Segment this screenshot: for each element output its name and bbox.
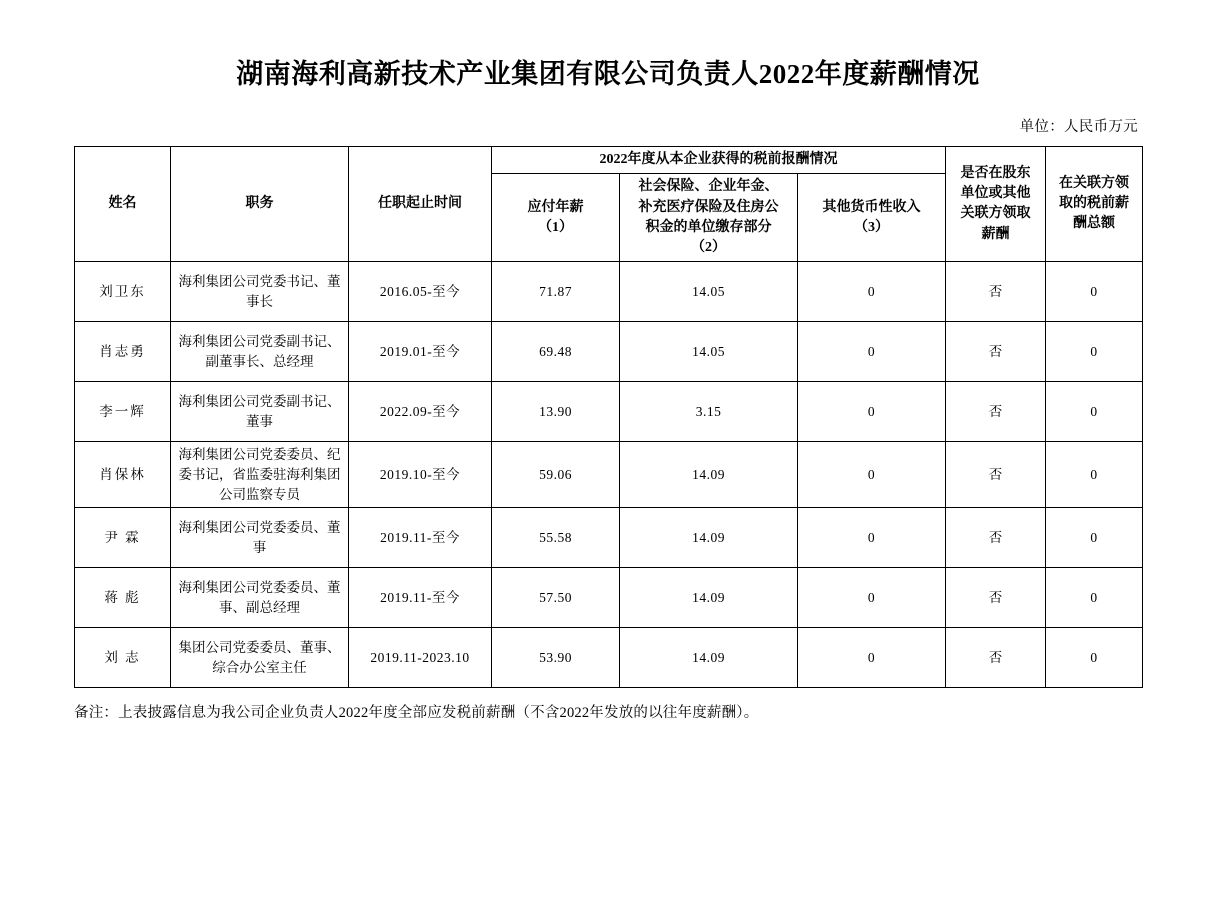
header-related-line-3: 酬总额	[1073, 216, 1116, 232]
cell-insurance: 14.09	[620, 628, 798, 688]
cell-post: 海利集团公司党委委员、董事、副总经理	[171, 568, 349, 628]
cell-related-total: 0	[1046, 322, 1143, 382]
unit-note: 单位：人民币万元	[1019, 119, 1138, 135]
cell-annual-salary: 55.58	[492, 508, 620, 568]
header-shareholder-line-2: 单位或其他	[960, 185, 1031, 201]
cell-name: 李一辉	[75, 382, 171, 442]
cell-term: 2019.01-至今	[349, 322, 492, 382]
header-insurance	[620, 174, 798, 262]
cell-related-total: 0	[1046, 568, 1143, 628]
header-other-income	[798, 174, 946, 262]
cell-related-total: 0	[1046, 382, 1143, 442]
cell-name: 肖保林	[75, 442, 171, 508]
cell-insurance: 14.09	[620, 508, 798, 568]
cell-shareholder-pay: 否	[946, 568, 1046, 628]
salary-table	[74, 146, 1143, 688]
header-related-line-1: 在关联方领	[1059, 175, 1130, 191]
salary-table-container	[74, 146, 1142, 688]
header-shareholder-line-4: 薪酬	[981, 226, 1010, 242]
cell-term: 2022.09-至今	[349, 382, 492, 442]
cell-name: 刘 志	[75, 628, 171, 688]
cell-shareholder-pay: 否	[946, 442, 1046, 508]
header-shareholder-line-3: 关联方领取	[960, 206, 1031, 222]
header-annual-salary	[492, 174, 620, 262]
cell-shareholder-pay: 否	[946, 628, 1046, 688]
cell-insurance: 14.09	[620, 568, 798, 628]
cell-other-income: 0	[798, 322, 946, 382]
cell-shareholder-pay: 否	[946, 508, 1046, 568]
cell-related-total: 0	[1046, 442, 1143, 508]
header-name: 姓名	[75, 147, 171, 262]
page-title: 湖南海利高新技术产业集团有限公司负责人2022年度薪酬情况	[236, 59, 980, 89]
header-group-pretax-pay: 2022年度从本企业获得的税前报酬情况	[492, 147, 946, 174]
cell-post: 海利集团公司党委委员、纪委书记，省监委驻海利集团公司监察专员	[171, 442, 349, 508]
cell-shareholder-pay: 否	[946, 262, 1046, 322]
table-header-row-1	[75, 147, 1143, 174]
cell-other-income: 0	[798, 628, 946, 688]
table-row	[75, 628, 1143, 688]
cell-other-income: 0	[798, 262, 946, 322]
header-annual-salary-line-2: （1）	[538, 219, 573, 235]
cell-name: 刘卫东	[75, 262, 171, 322]
cell-shareholder-pay: 否	[946, 382, 1046, 442]
document-page	[0, 52, 1216, 912]
cell-term: 2019.10-至今	[349, 442, 492, 508]
footer-note: 备注：上表披露信息为我公司企业负责人2022年度全部应发税前薪酬（不含2022年发放的以往年度薪酬）。	[74, 705, 759, 722]
cell-name: 肖志勇	[75, 322, 171, 382]
table-body	[75, 262, 1143, 688]
cell-annual-salary: 59.06	[492, 442, 620, 508]
table-row	[75, 262, 1143, 322]
table-row	[75, 508, 1143, 568]
header-insurance-line-4: （2）	[691, 240, 726, 256]
header-other-income-line-1: 其他货币性收入	[822, 199, 921, 215]
cell-other-income: 0	[798, 568, 946, 628]
cell-post: 集团公司党委委员、董事、综合办公室主任	[171, 628, 349, 688]
table-head	[75, 147, 1143, 262]
cell-other-income: 0	[798, 442, 946, 508]
header-other-income-line-2: （3）	[854, 219, 889, 235]
cell-insurance: 14.05	[620, 322, 798, 382]
cell-annual-salary: 69.48	[492, 322, 620, 382]
cell-post: 海利集团公司党委委员、董事	[171, 508, 349, 568]
header-shareholder-line-1: 是否在股东	[960, 165, 1031, 181]
cell-term: 2019.11-2023.10	[349, 628, 492, 688]
header-post: 职务	[171, 147, 349, 262]
header-shareholder-pay	[946, 147, 1046, 262]
header-term: 任职起止时间	[349, 147, 492, 262]
header-insurance-line-1: 社会保险、企业年金、	[638, 179, 779, 195]
cell-related-total: 0	[1046, 508, 1143, 568]
cell-annual-salary: 53.90	[492, 628, 620, 688]
header-related-total	[1046, 147, 1143, 262]
cell-insurance: 14.09	[620, 442, 798, 508]
cell-other-income: 0	[798, 382, 946, 442]
cell-shareholder-pay: 否	[946, 322, 1046, 382]
header-related-line-2: 取的税前薪	[1059, 196, 1130, 212]
cell-insurance: 14.05	[620, 262, 798, 322]
table-row	[75, 382, 1143, 442]
cell-name: 尹 霖	[75, 508, 171, 568]
cell-post: 海利集团公司党委副书记、董事	[171, 382, 349, 442]
cell-related-total: 0	[1046, 628, 1143, 688]
cell-post: 海利集团公司党委副书记、副董事长、总经理	[171, 322, 349, 382]
cell-term: 2016.05-至今	[349, 262, 492, 322]
cell-term: 2019.11-至今	[349, 568, 492, 628]
header-annual-salary-line-1: 应付年薪	[527, 199, 584, 215]
cell-post: 海利集团公司党委书记、董事长	[171, 262, 349, 322]
header-insurance-line-2: 补充医疗保险及住房公	[638, 199, 779, 215]
cell-term: 2019.11-至今	[349, 508, 492, 568]
table-row	[75, 442, 1143, 508]
cell-related-total: 0	[1046, 262, 1143, 322]
cell-other-income: 0	[798, 508, 946, 568]
cell-annual-salary: 71.87	[492, 262, 620, 322]
cell-annual-salary: 57.50	[492, 568, 620, 628]
table-row	[75, 322, 1143, 382]
table-row	[75, 568, 1143, 628]
cell-insurance: 3.15	[620, 382, 798, 442]
header-insurance-line-3: 积金的单位缴存部分	[645, 219, 772, 235]
cell-annual-salary: 13.90	[492, 382, 620, 442]
cell-name: 蒋 彪	[75, 568, 171, 628]
